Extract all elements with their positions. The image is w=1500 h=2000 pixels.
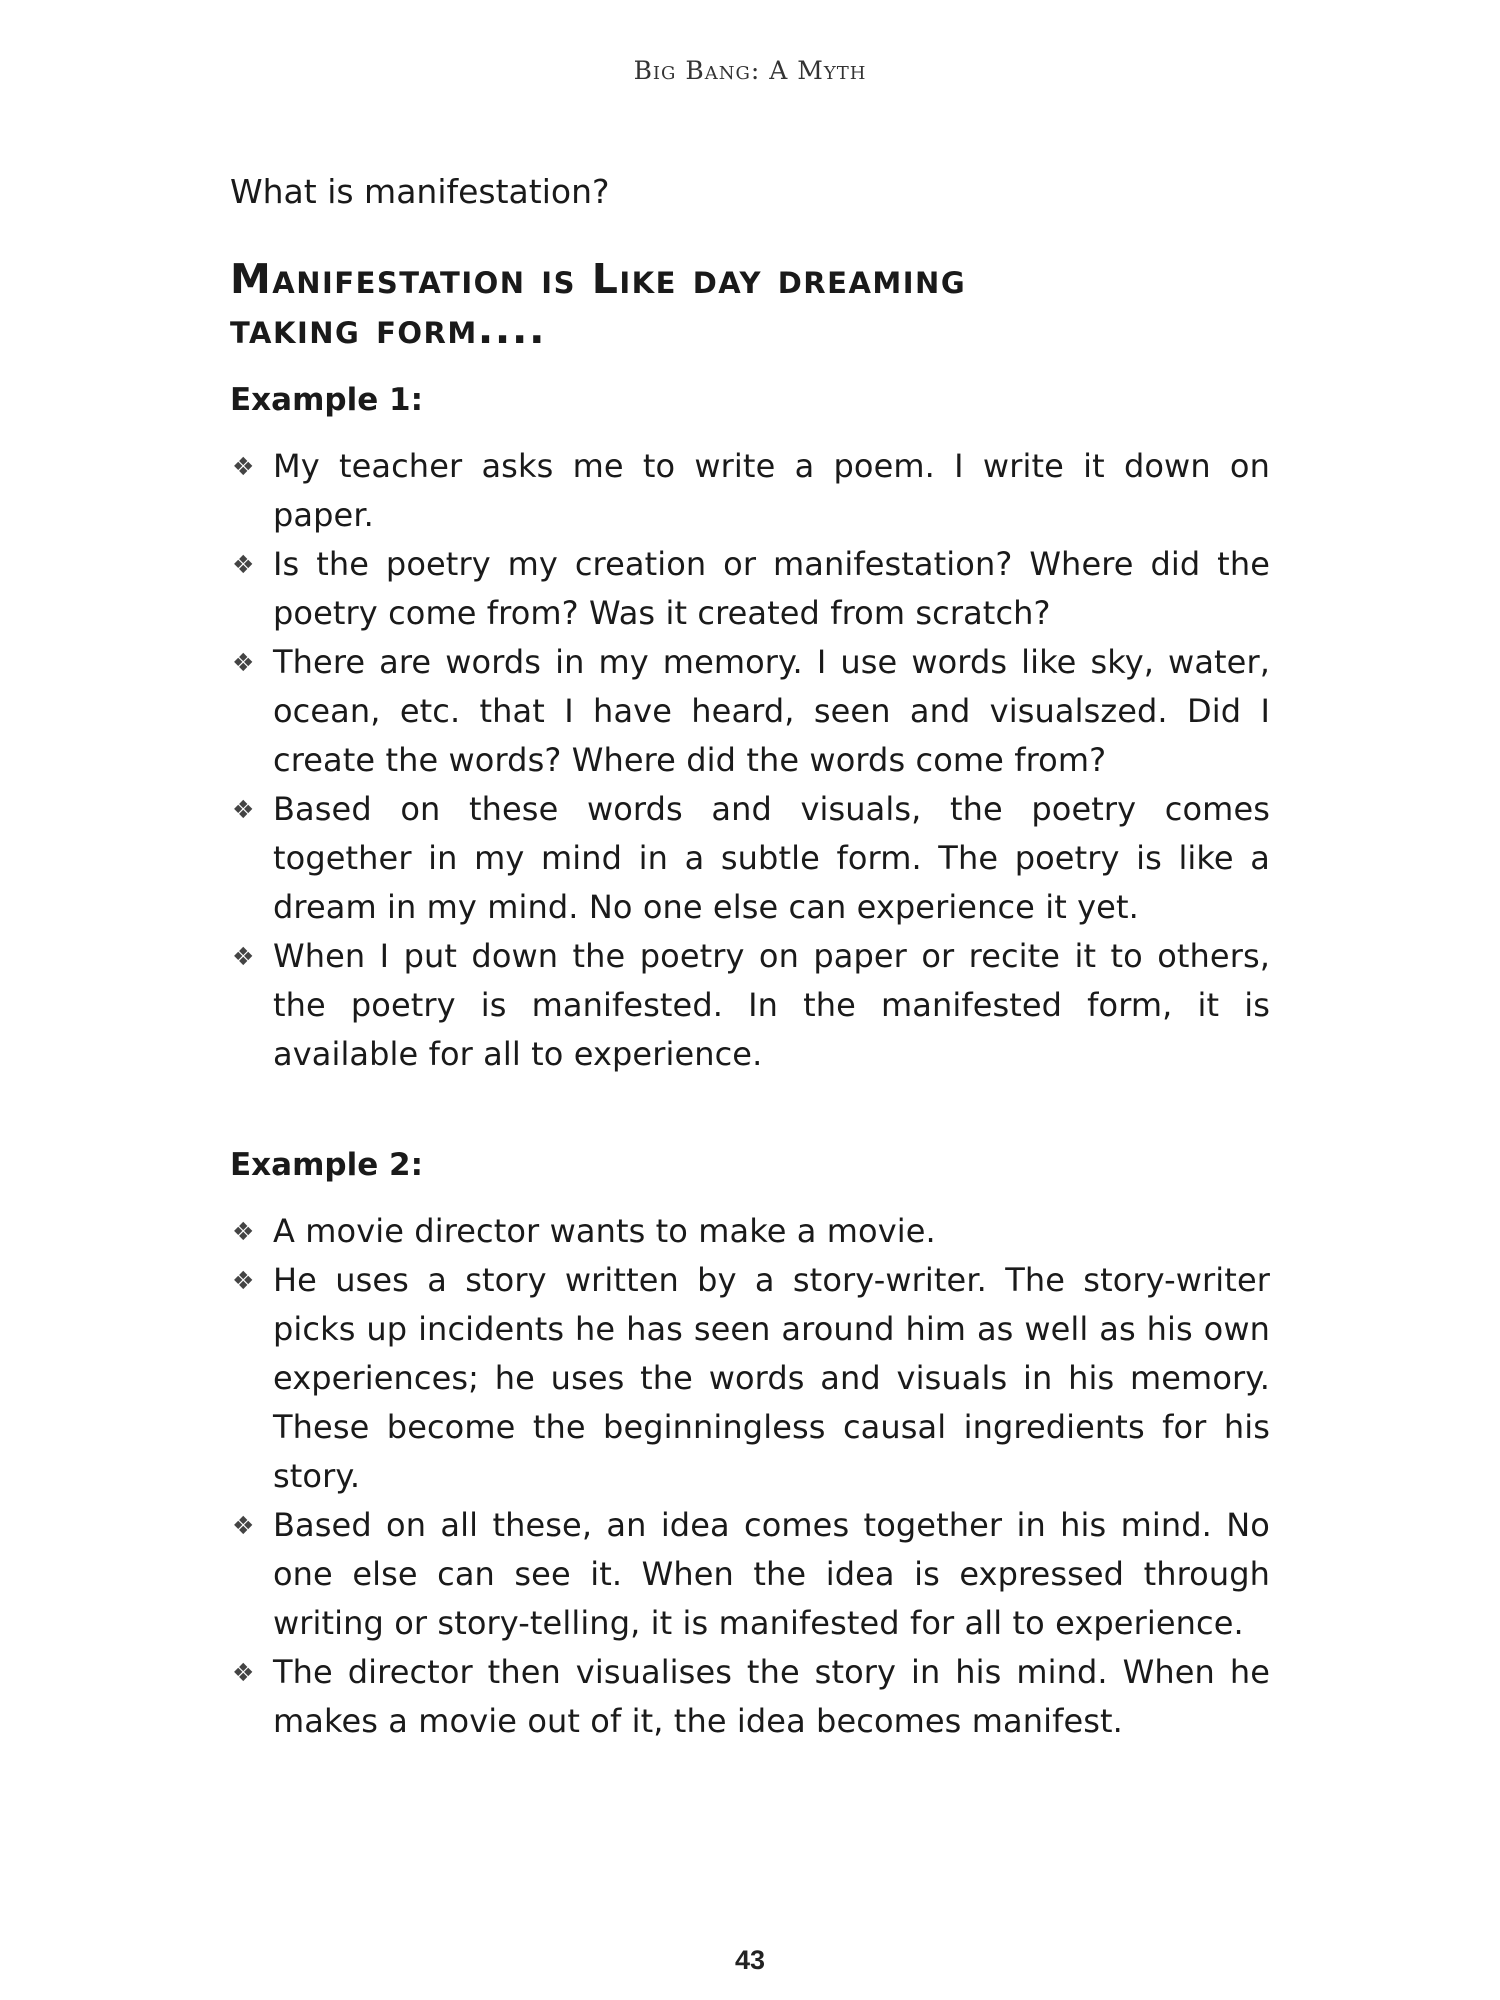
list-item-text: He uses a story written by a story-writer. The story-writer picks up incidents he has seen around him as well as his own experiences; he uses the words and visuals in his memory. These become the beginningless causal ingredients for his story.: [273, 1261, 1270, 1495]
diamond-bullet-icon: ❖: [232, 795, 255, 824]
list-item-text: A movie director wants to make a movie.: [273, 1212, 936, 1250]
example-1: [230, 380, 1270, 1079]
diamond-bullet-icon: ❖: [232, 1266, 255, 1295]
example-2-label: Example 2:: [230, 1147, 423, 1183]
list-item-text: Based on these words and visuals, the poetry comes together in my mind in a subtle form. The poetry is like a dream in my mind. No one else can experience it yet.: [273, 790, 1270, 926]
example-2-list: [230, 1207, 1270, 1746]
list-item: [230, 932, 1270, 1079]
list-item-text: The director then visualises the story in his mind. When he makes a movie out of it, the idea becomes manifest.: [273, 1653, 1270, 1740]
diamond-bullet-icon: ❖: [232, 1217, 255, 1246]
list-item: [230, 442, 1270, 540]
list-item-text: When I put down the poetry on paper or recite it to others, the poetry is manifested. In the manifested form, it is available for all to experience.: [273, 937, 1270, 1073]
list-item: [230, 1207, 1270, 1256]
diamond-bullet-icon: ❖: [232, 550, 255, 579]
list-item: [230, 785, 1270, 932]
diamond-bullet-icon: ❖: [232, 1511, 255, 1540]
example-2: [230, 1145, 1270, 1746]
list-item-text: Is the poetry my creation or manifestation? Where did the poetry come from? Was it created from scratch?: [273, 545, 1270, 632]
example-1-list: [230, 442, 1270, 1079]
diamond-bullet-icon: ❖: [232, 1658, 255, 1687]
list-item-text: Based on all these, an idea comes together in his mind. No one else can see it. When the idea is expressed through writing or story-telling, it is manifested for all to experience.: [273, 1506, 1270, 1642]
list-item: [230, 1501, 1270, 1648]
list-item: [230, 638, 1270, 785]
running-header: Big Bang: A Myth: [633, 56, 867, 85]
diamond-bullet-icon: ❖: [232, 942, 255, 971]
list-item: [230, 1648, 1270, 1746]
section-heading-line-1: Manifestation is Like day dreaming: [230, 255, 967, 303]
section-heading: [230, 254, 1270, 354]
list-item-text: There are words in my memory. I use words like sky, water, ocean, etc. that I have heard, seen and visualszed. Did I create the words? Where did the words come from?: [273, 643, 1270, 779]
page-content: [230, 170, 1270, 1746]
example-1-label: Example 1:: [230, 382, 423, 418]
list-item: [230, 540, 1270, 638]
list-item-text: My teacher asks me to write a poem. I write it down on paper.: [273, 447, 1270, 534]
diamond-bullet-icon: ❖: [232, 648, 255, 677]
section-heading-line-2: taking form....: [230, 305, 547, 353]
intro-question: What is manifestation?: [230, 172, 610, 211]
page-number: 43: [734, 1945, 766, 1975]
diamond-bullet-icon: ❖: [232, 452, 255, 481]
list-item: [230, 1256, 1270, 1501]
